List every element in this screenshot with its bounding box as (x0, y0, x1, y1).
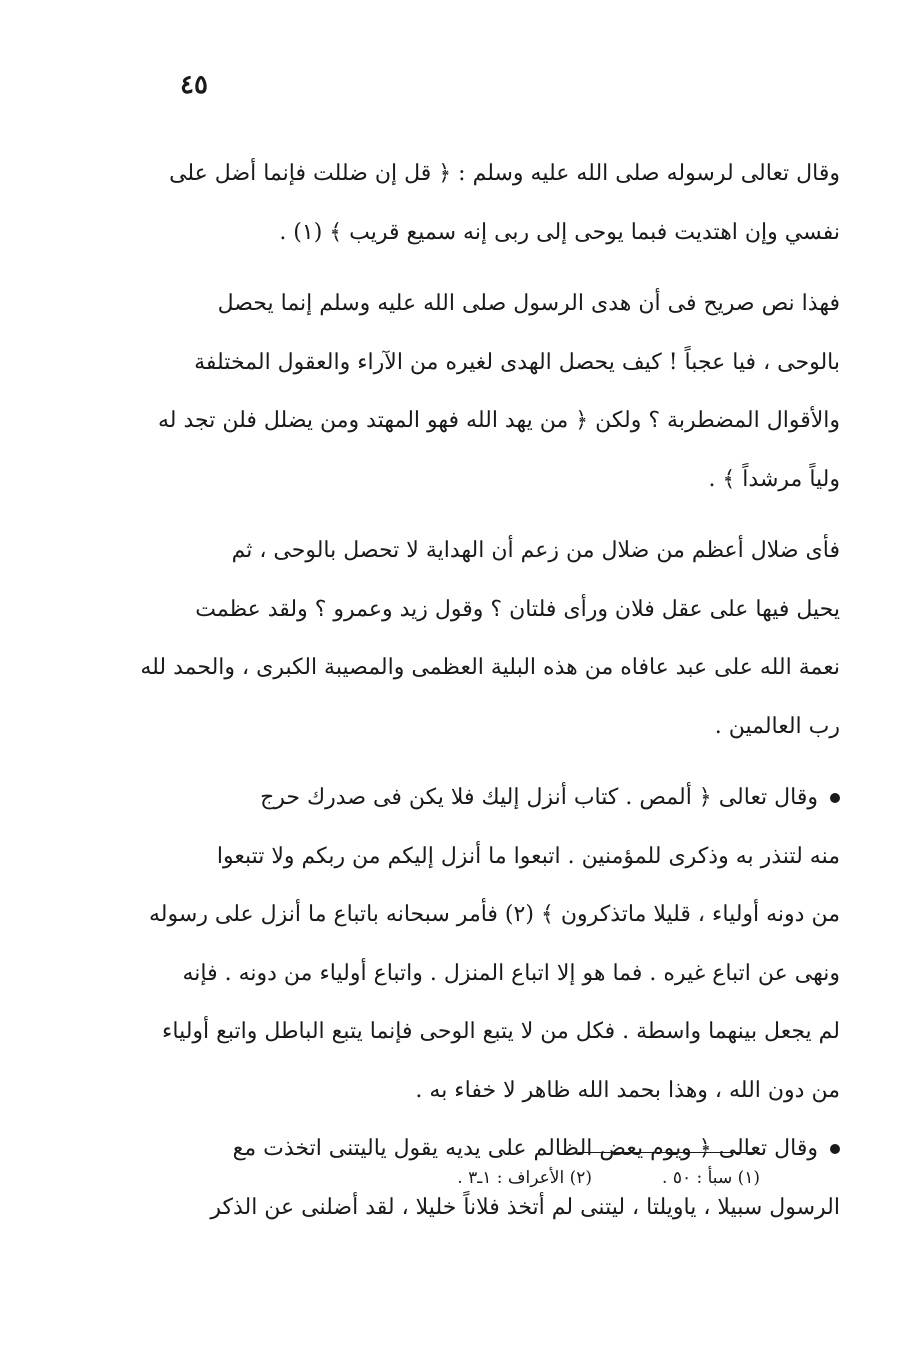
text-line: من دونه أولياء ، قليلا ماتذكرون ﴾ (٢) فأمر سبحانه باتباع ما أنزل على رسوله (149, 902, 840, 927)
footnote-2: (٢) الأعراف : ١ـ٣ . (457, 1168, 593, 1188)
text-line (130, 769, 840, 828)
text-line: من دون الله ، وهذا بحمد الله ظاهر لا خفاء به . (415, 1077, 840, 1103)
text-line: نعمة الله على عبد عافاه من هذه البلية العظمى والمصيبة الكبرى ، والحمد لله (140, 655, 840, 680)
body-text (130, 145, 840, 1237)
text-line-content: وقال تعالى ﴿ ويوم يعض الظالم على يديه يقول ياليتنى اتخذت مع (232, 1136, 818, 1161)
text-line: بالوحى ، فيا عجباً ! كيف يحصل الهدى لغيره من الآراء والعقول المختلفة (194, 349, 840, 375)
text-line: فأى ضلال أعظم من ضلال من زعم أن الهداية لا تحصل بالوحى ، ثم (231, 538, 840, 563)
text-line-content: وقال تعالى ﴿ ألمص . كتاب أنزل إليك فلا يكن فى صدرك حرج (260, 785, 818, 810)
text-line: نفسي وإن اهتديت فبما يوحى إلى ربى إنه سميع قريب ﴾ (١) . (279, 219, 840, 245)
footnotes (330, 1168, 760, 1188)
text-line: فهذا نص صريح فى أن هدى الرسول صلى الله عليه وسلم إنما يحصل (217, 291, 840, 316)
paragraph-2 (130, 275, 840, 509)
paragraph-4 (130, 769, 840, 1120)
text-line: منه لتنذر به وذكرى للمؤمنين . اتبعوا ما أنزل إليكم من ربكم ولا تتبعوا (216, 843, 840, 869)
text-line: وقال تعالى لرسوله صلى الله عليه وسلم : ﴿ قل إن ضللت فإنما أضل على (169, 161, 840, 186)
text-line: الرسول سبيلا ، ياويلتا ، ليتنى لم أتخذ فلاناً خليلا ، لقد أضلنى عن الذكر (210, 1194, 840, 1220)
text-line: ونهى عن اتباع غيره . فما هو إلا اتباع المنزل . واتباع أولياء من دونه . فإنه (182, 960, 840, 986)
text-line: والأقوال المضطربة ؟ ولكن ﴿ من يهد الله فهو المهتد ومن يضلل فلن تجد له (157, 408, 840, 433)
text-line: يحيل فيها على عقل فلان ورأى فلتان ؟ وقول زيد وعمرو ؟ ولقد عظمت (195, 596, 840, 622)
paragraph-1 (130, 145, 840, 262)
page-number: ٤٥ (180, 70, 208, 100)
footnote-1: (١) سبأ : ٥٠ . (662, 1168, 760, 1188)
bullet-icon (830, 1144, 840, 1154)
text-line: ولياً مرشداً ﴾ . (708, 466, 840, 492)
text-line: رب العالمين . (714, 713, 840, 739)
footnote-separator (578, 1152, 760, 1153)
bullet-icon (830, 793, 840, 803)
paragraph-3 (130, 522, 840, 756)
text-line: لم يجعل بينهما واسطة . فكل من لا يتبع الوحى فإنما يتبع الباطل واتبع أولياء (162, 1019, 840, 1044)
